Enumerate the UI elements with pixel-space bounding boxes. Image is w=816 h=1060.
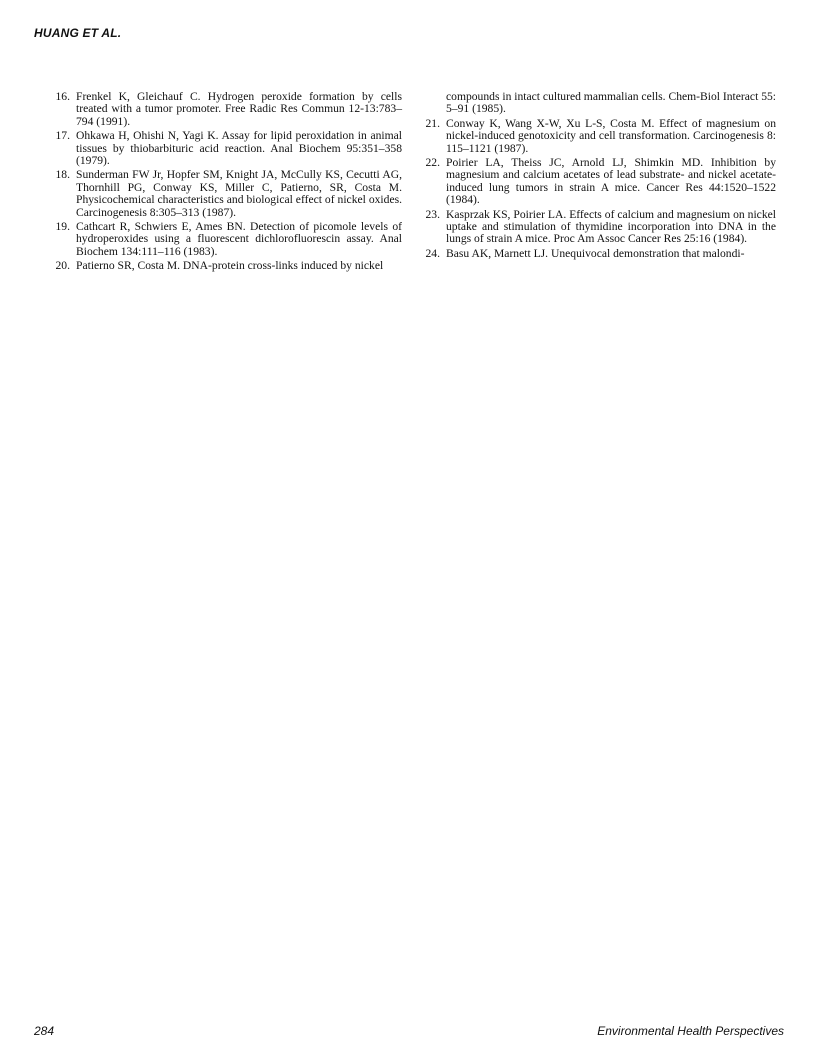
reference-number: 18.: [55, 168, 70, 182]
reference-number: 17.: [55, 129, 70, 143]
reference-number: 22.: [425, 156, 440, 170]
reference-20-continuation: [416, 91, 776, 116]
reference-text: Frenkel K, Gleichauf C. Hydrogen peroxide formation by cells treated with a tumor promoter. Free Radic Res Commun 12-13:783–794 (1991).: [76, 90, 402, 128]
reference-19: [46, 221, 402, 258]
reference-20: [46, 260, 402, 272]
running-head: HUANG ET AL.: [34, 26, 122, 40]
reference-number: 16.: [55, 90, 70, 103]
reference-16: [46, 91, 402, 128]
reference-text: Cathcart R, Schwiers E, Ames BN. Detection of picomole levels of hydroperoxides using a fluorescent dichlorofluorescin assay. Anal Biochem 134:111–116 (1983).: [76, 220, 402, 258]
journal-name: Environmental Health Perspectives: [597, 1024, 784, 1038]
reference-text: Kasprzak KS, Poirier LA. Effects of calcium and magnesium on nickel uptake and stimulation of thymidine incorporation into DNA in the lungs of strain A mice. Proc Am Assoc Cancer Res 25:16 (1984).: [446, 207, 776, 246]
reference-number: 20.: [55, 259, 70, 273]
reference-text: Poirier LA, Theiss JC, Arnold LJ, Shimkin MD. Inhibition by magnesium and calcium acetates of lead substrate- and nickel acetate-induced lung tumors in strain A mice. Cancer Res 44:1520–1522 (1984).: [446, 156, 776, 207]
reference-text: Patierno SR, Costa M. DNA-protein cross-links induced by nickel: [76, 259, 384, 273]
reference-17: [46, 130, 402, 167]
page-number: 284: [34, 1024, 55, 1038]
reference-18: [46, 169, 402, 219]
reference-23: [416, 209, 776, 246]
reference-text: Sunderman FW Jr, Hopfer SM, Knight JA, McCully KS, Cecutti AG, Thornhill PG, Conway KS, Miller C, Patierno, SR, Costa M. Physicochemical characteristics and biological effect of nickel oxides. Carcinogenesis 8:305–313 (1987).: [76, 168, 402, 219]
reference-21: [416, 118, 776, 155]
reference-number: 19.: [55, 220, 70, 234]
reference-text: Conway K, Wang X-W, Xu L-S, Costa M. Effect of magnesium on nickel-induced genotoxicity and cell transformation. Carcinogenesis 8: 115–1121 (1987).: [446, 116, 776, 155]
reference-text: Basu AK, Marnett LJ. Unequivocal demonstration that malondi-: [446, 246, 745, 260]
reference-22: [416, 157, 776, 207]
reference-list-right: [416, 91, 776, 262]
reference-text: Ohkawa H, Ohishi N, Yagi K. Assay for lipid peroxidation in animal tissues by thiobarbituric acid reaction. Anal Biochem 95:351–358 (1979).: [76, 129, 402, 168]
reference-number: 23.: [425, 207, 440, 221]
reference-24: [416, 248, 776, 260]
reference-number: 21.: [425, 116, 440, 130]
reference-number: 24.: [425, 246, 440, 260]
reference-text: compounds in intact cultured mammalian cells. Chem-Biol Interact 55: 5–91 (1985).: [446, 90, 777, 116]
reference-list-left: [46, 91, 402, 275]
